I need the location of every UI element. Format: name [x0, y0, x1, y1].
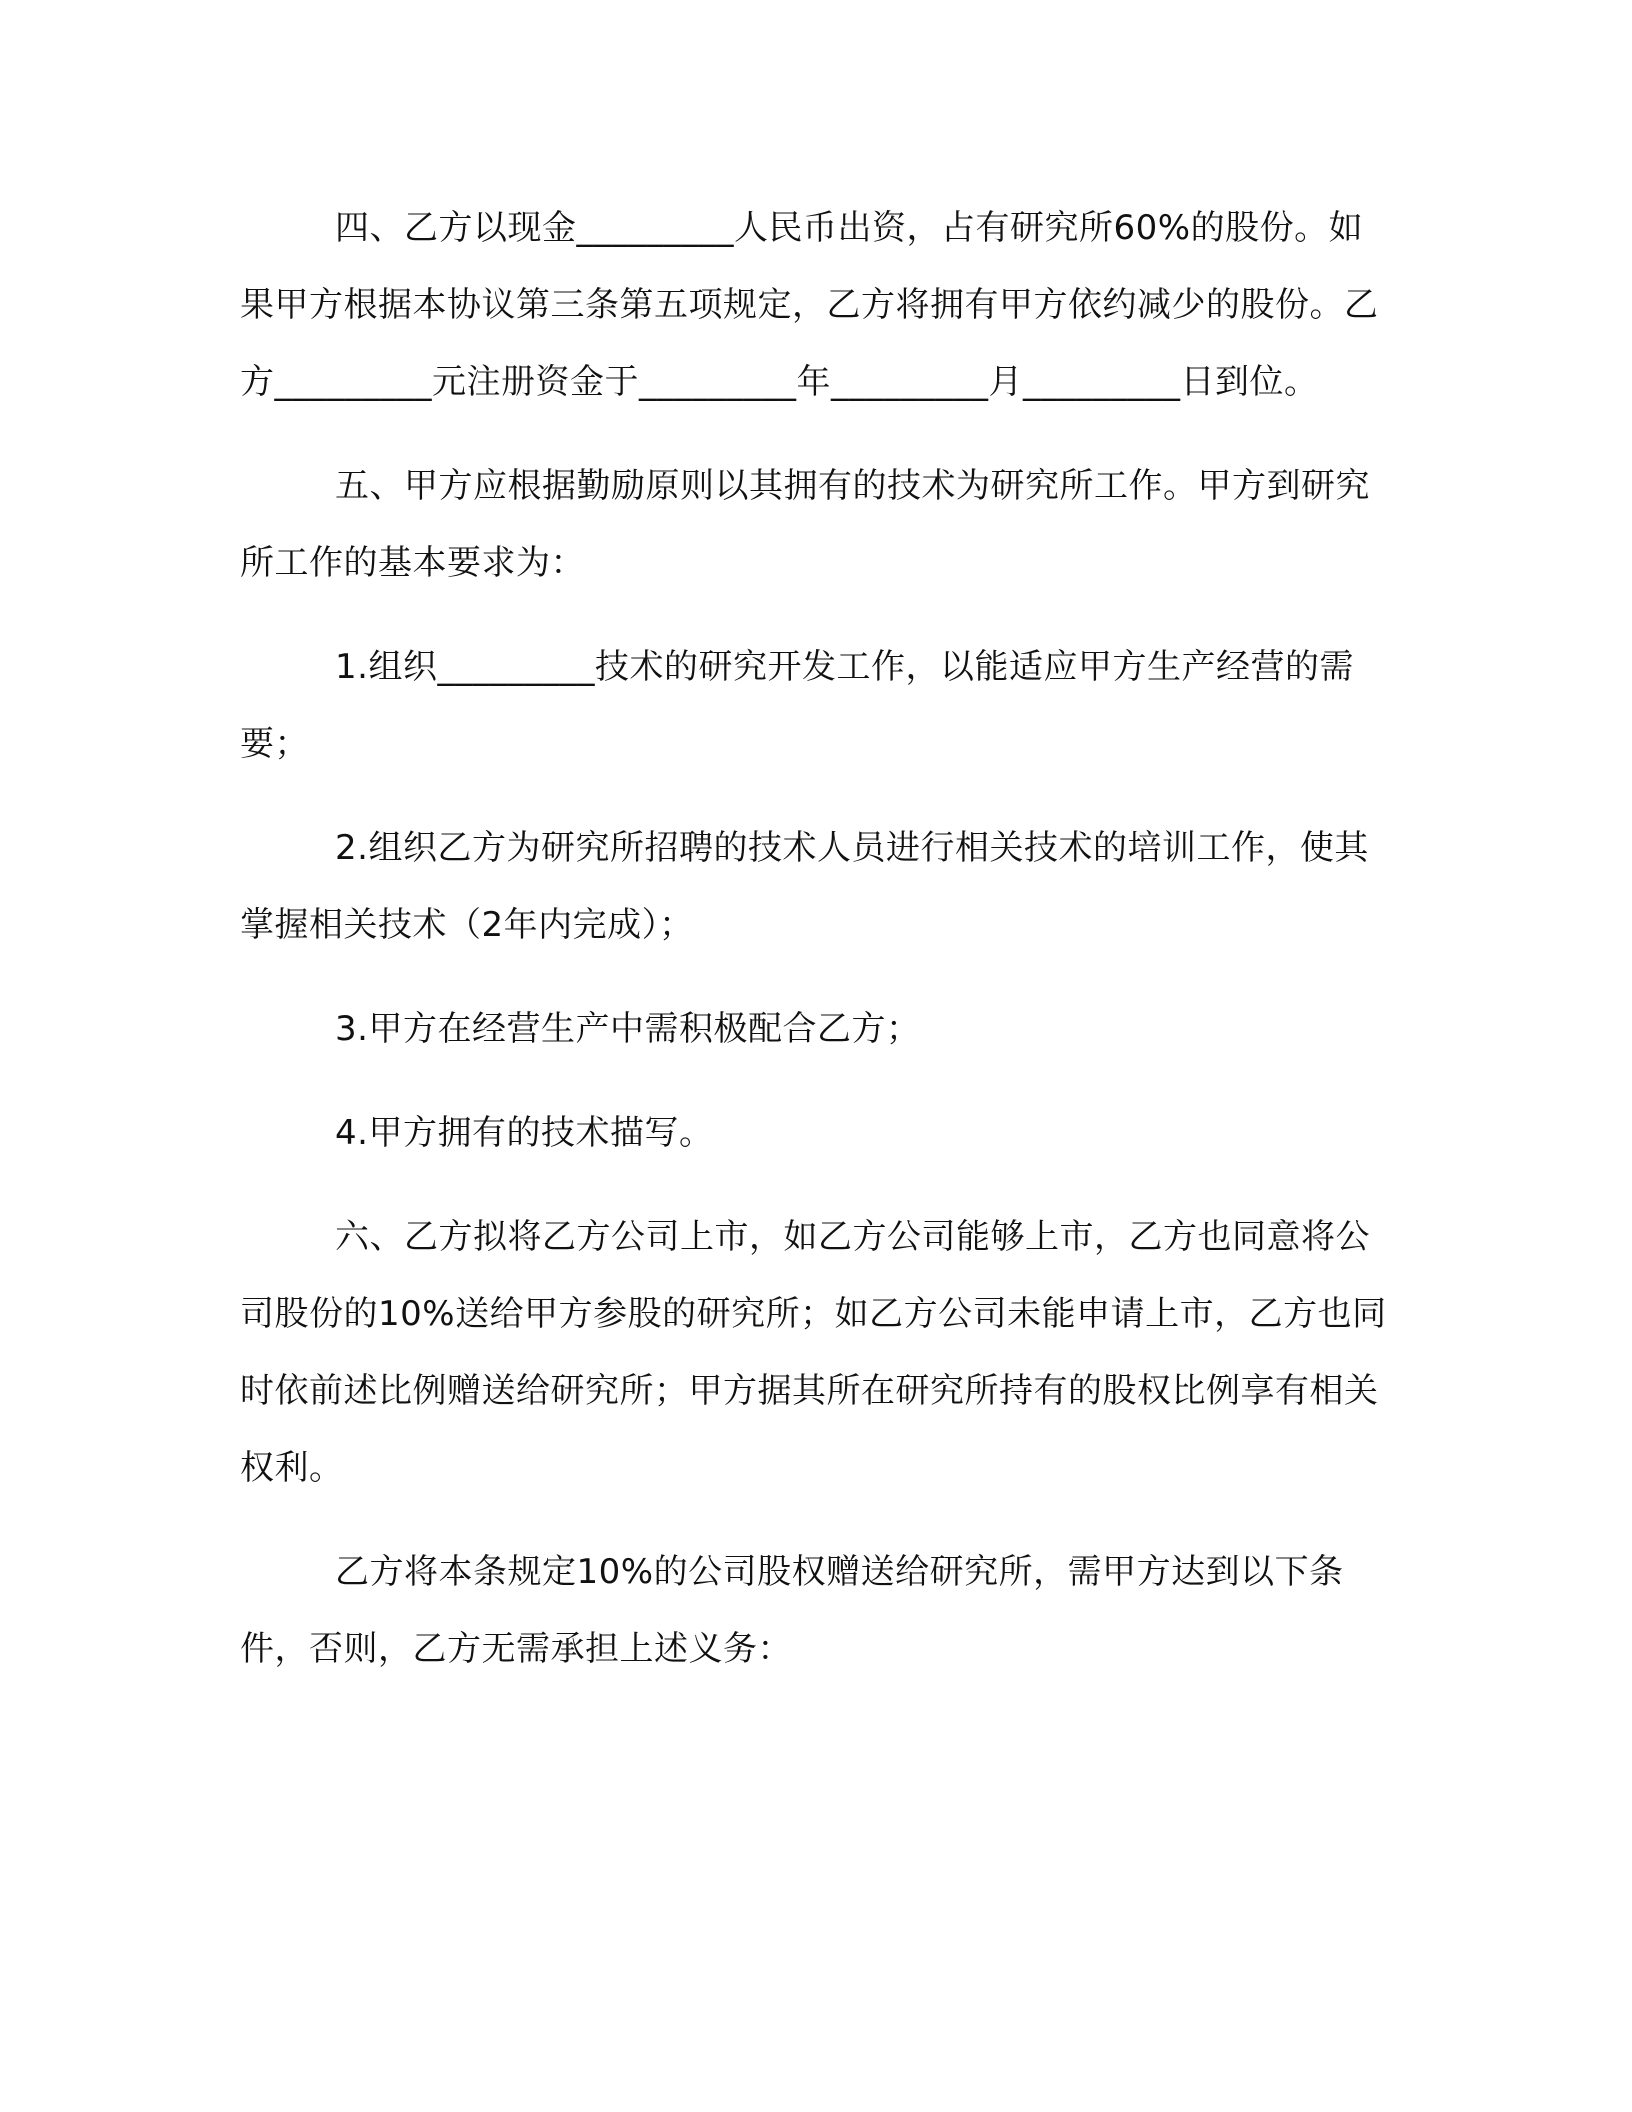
clause-5-item-2: 2.组织乙方为研究所招聘的技术人员进行相关技术的培训工作，使其掌握相关技术（2年内完成）； [240, 828, 1369, 945]
clause-6-paragraph: 六、乙方拟将乙方公司上市，如乙方公司能够上市，乙方也同意将公司股份的10%送给甲方参股的研究所；如乙方公司未能申请上市，乙方也同时依前述比例赠送给研究所；甲方据其所在研究所持有的股权比例享有相关权利。 [240, 1217, 1387, 1488]
clause-5-item-4: 4.甲方拥有的技术描写。 [335, 1113, 714, 1153]
clause-4-paragraph: 四、乙方以现金_________人民币出资，占有研究所60%的股份。如果甲方根据本协议第三条第五项规定，乙方将拥有甲方依约减少的股份。乙方_________元注册资金于_________年_________月_________日到位。 [240, 208, 1379, 402]
clause-5-paragraph: 五、甲方应根据勤励原则以其拥有的技术为研究所工作。甲方到研究所工作的基本要求为： [240, 466, 1370, 583]
document-body [240, 190, 1390, 1715]
clause-6-condition-paragraph: 乙方将本条规定10%的公司股权赠送给研究所，需甲方达到以下条件，否则，乙方无需承担上述义务： [240, 1552, 1344, 1669]
clause-5-item-3: 3.甲方在经营生产中需积极配合乙方； [335, 1009, 921, 1049]
clause-5-item-1: 1.组织_________技术的研究开发工作，以能适应甲方生产经营的需要； [240, 647, 1354, 764]
